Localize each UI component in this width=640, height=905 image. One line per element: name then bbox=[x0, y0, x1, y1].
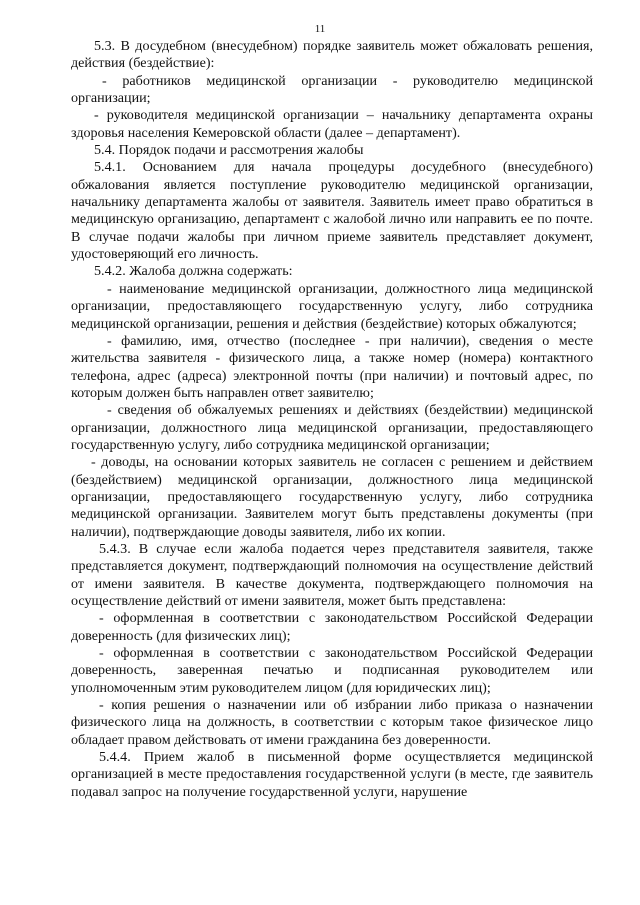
heading-5-4: 5.4. Порядок подачи и рассмотрения жалобы bbox=[94, 142, 364, 159]
paragraph-5-4-2: 5.4.2. Жалоба должна содержать: bbox=[94, 263, 293, 280]
list-item-power-of-attorney-legal-entities: - оформленная в соответствии с законодательством Российской Федерации доверенность, заверенная печатью и подписанная руководителем или уполномоченным этим руководителем лицом (для юридических лиц); bbox=[71, 645, 593, 696]
paragraph-5-3: 5.3. В досудебном (внесудебном) порядке заявитель может обжаловать решения, действия (бездействие): bbox=[71, 38, 593, 72]
list-item-appeal-to-department: - руководителя медицинской организации – начальнику департамента охраны здоровья населения Кемеровской области (далее – департамент). bbox=[71, 107, 593, 141]
list-item-arguments: - доводы, на основании которых заявитель не согласен с решением и действием (бездействием) медицинской организации, должностного лица медицинской организации, предоставляющего государственную услугу, либо сотрудника медицинской организации. Заявителем могут быть представлены документы (при наличии), подтверждающие доводы заявителя, либо их копии. bbox=[71, 454, 593, 540]
paragraph-5-4-4: 5.4.4. Прием жалоб в письменной форме осуществляется медицинской организацией в месте предоставления государственной услуги (в месте, где заявитель подавал запрос на получение государственной услуги, нарушение bbox=[71, 749, 593, 800]
list-item-appointment-order-copy: - копия решения о назначении или об избрании либо приказа о назначении физического лица на должность, в соответствии с которым такое физическое лицо обладает правом действовать от имени гражданина без доверенности. bbox=[71, 697, 593, 748]
page-number: 11 bbox=[314, 23, 326, 35]
list-item-power-of-attorney-individuals: - оформленная в соответствии с законодательством Российской Федерации доверенность (для физических лиц); bbox=[71, 610, 593, 644]
paragraph-5-4-1: 5.4.1. Основанием для начала процедуры досудебного (внесудебного) обжалования является поступление руководителю медицинской организации, начальнику департамента жалобы от заявителя. Заявитель имеет право обратиться в медицинскую организацию, департамент с жалобой лично или направить ее по почте. В случае подачи жалобы при личном приеме заявитель представляет документ, удостоверяющий его личность. bbox=[71, 159, 593, 263]
list-item-appealed-decisions: - сведения об обжалуемых решениях и действиях (бездействии) медицинской организации, должностного лица медицинской организации, предоставляющего государственную услугу, либо сотрудника медицинской организации; bbox=[71, 402, 593, 453]
paragraph-5-4-3: 5.4.3. В случае если жалоба подается через представителя заявителя, также представляется документ, подтверждающий полномочия на осуществление действий от имени заявителя. В качестве документа, подтверждающего полномочия на осуществление действий от имени заявителя, может быть представлена: bbox=[71, 540, 593, 609]
list-item-organization-name: - наименование медицинской организации, должностного лица медицинской организации, предоставляющего государственную услугу, либо сотрудника медицинской организации, решения и действия (бездействие) которых обжалуются; bbox=[71, 280, 593, 332]
list-item-applicant-details: - фамилию, имя, отчество (последнее - при наличии), сведения о месте жительства заявителя - физического лица, а также номер (номера) контактного телефона, адрес (адреса) электронной почты (при наличии) и почтовый адрес, по которым должен быть направлен ответ заявителю; bbox=[71, 332, 593, 401]
document-body bbox=[71, 38, 593, 801]
list-item-appeal-to-head: - работников медицинской организации - руководителю медицинской организации; bbox=[71, 72, 593, 107]
